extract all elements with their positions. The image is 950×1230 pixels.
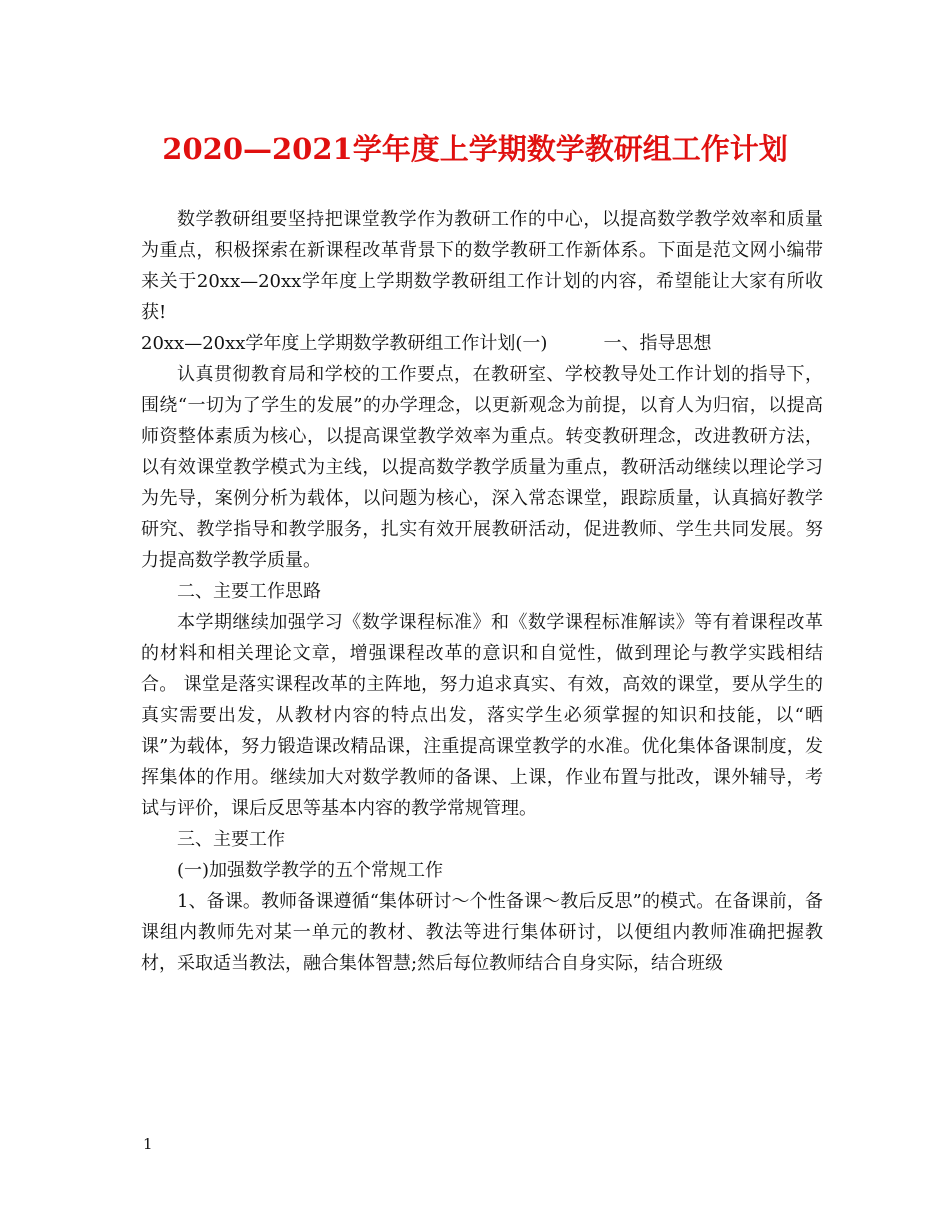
intro-paragraph: 数学教研组要坚持把课堂教学作为教研工作的中心，以提高数学教学效率和质量为重点，积极探索在新课程改革背景下的数学教研工作新体系。下面是范文网小编带来关于20xx—20xx学年度上学期数学教研组工作计划的内容，希望能让大家有所收获! <box>141 209 823 323</box>
plan-heading: 20xx—20xx学年度上学期数学教研组工作计划(一) <box>141 333 548 354</box>
document-body <box>141 204 823 979</box>
document-title: 2020—2021学年度上学期数学教研组工作计划 <box>162 132 788 166</box>
section1-paragraph: 认真贯彻教育局和学校的工作要点，在教研室、学校教导处工作计划的指导下，围绕“一切为了学生的发展”的办学理念，以更新观念为前提，以育人为归宿，以提高师资整体素质为核心，以提高课堂教学效率为重点。转变教研理念，改进教研方法，以有效课堂教学模式为主线，以提高数学教学质量为重点，教研活动继续以理论学习为先导，案例分析为载体，以问题为核心，深入常态课堂，跟踪质量，认真搞好教学研究、教学指导和教学服务，扎实有效开展教研活动，促进教师、学生共同发展。努力提高数学教学质量。 <box>141 364 823 571</box>
plan-heading-line <box>141 328 823 359</box>
item1-paragraph: 1、备课。教师备课遵循“集体研讨～个性备课～教后反思”的模式。在备课前，备课组内教师先对某一单元的教材、教法等进行集体研讨，以便组内教师准确把握教材，采取适当教法，融合集体智慧;然后每位教师结合自身实际，结合班级 <box>141 891 823 974</box>
page-number: 1 <box>143 1135 153 1153</box>
section1-heading: 一、指导思想 <box>603 333 712 354</box>
section2-heading: 二、主要工作思路 <box>177 581 321 602</box>
section2-paragraph: 本学期继续加强学习《数学课程标准》和《数学课程标准解读》等有着课程改革的材料和相关理论文章，增强课程改革的意识和自觉性，做到理论与教学实践相结合。 课堂是落实课程改革的主阵地，努力追求真实、有效，高效的课堂，要从学生的真实需要出发，从教材内容的特点出发，落实学生必须掌握的知识和技能，以“晒课”为载体，努力锻造课改精品课，注重提高课堂教学的水准。优化集体备课制度，发挥集体的作用。继续加大对数学教师的备课、上课，作业布置与批改，课外辅导，考试与评价，课后反思等基本内容的教学常规管理。 <box>141 612 823 819</box>
section3-heading: 三、主要工作 <box>177 829 285 850</box>
subsection1-heading: (一)加强数学教学的五个常规工作 <box>177 860 444 881</box>
